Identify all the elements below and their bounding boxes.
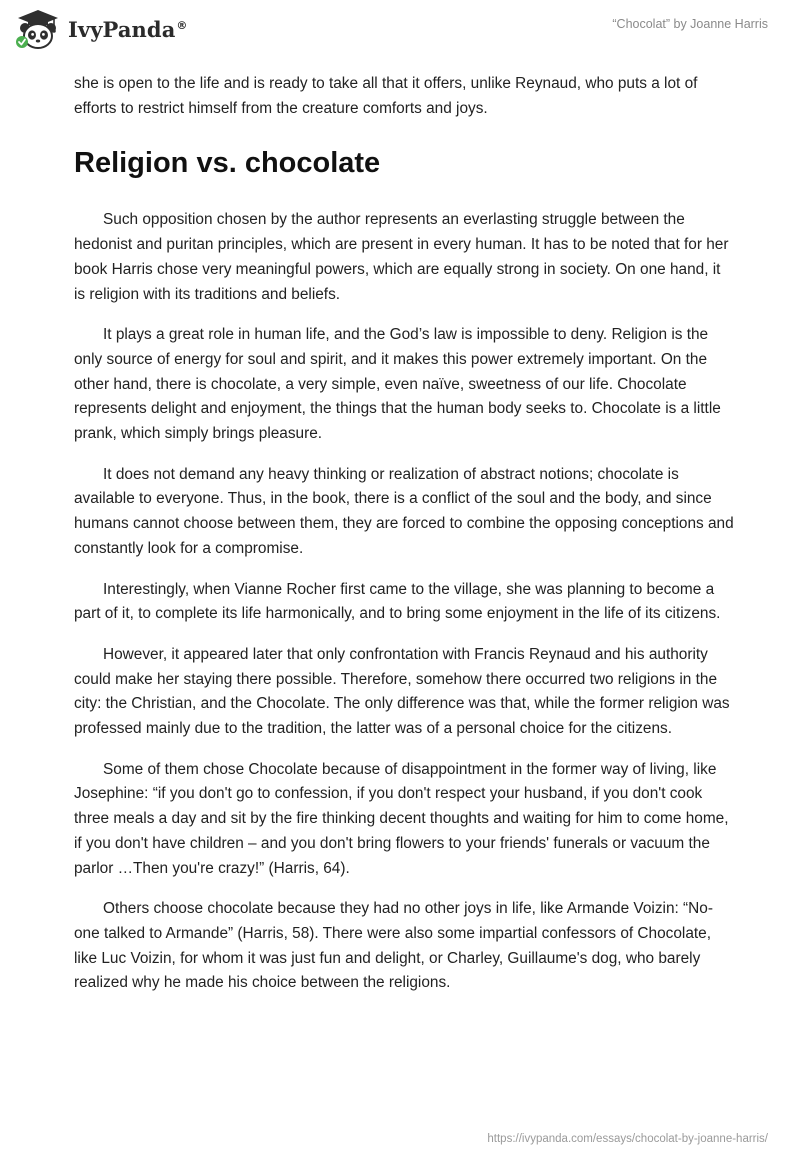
- lead-paragraph: she is open to the life and is ready to take all that it offers, unlike Reynaud, who puts a lot of efforts to restrict himself from the creature comforts and joys.: [74, 75, 698, 117]
- brand-name: IvyPanda®: [68, 16, 188, 42]
- registered-mark: ®: [176, 18, 188, 32]
- document-title: “Chocolat” by Joanne Harris: [612, 17, 768, 31]
- paragraph: It plays a great role in human life, and the God’s law is impossible to deny. Religion is the only source of energy for soul and spirit, and it makes this power extremely important. On the other hand, there is chocolate, a very simple, even naïve, sweetness of our life. Chocolate represents delight and enjoyment, the things that the human body seeks to. Chocolate is a little prank, which simply brings pleasure.: [74, 326, 721, 443]
- paragraph: Such opposition chosen by the author represents an everlasting struggle between the hedonist and puritan principles, which are present in every human. It has to be noted that for her book Harris chose very meaningful powers, which are equally strong in society. On one hand, it is religion with its traditions and beliefs.: [74, 211, 729, 303]
- source-url[interactable]: https://ivypanda.com/essays/chocolat-by-joanne-harris/: [487, 1133, 768, 1145]
- paragraph: Others choose chocolate because they had no other joys in life, like Armande Voizin: “No-one talked to Armande” (Harris, 58). There were also some impartial confessors of Chocolate, like Luc Voizin, for whom it was just fun and delight, or Charley, Guillaume's dog, who barely realized why he made his choice between the religions.: [74, 900, 713, 992]
- paragraph: However, it appeared later that only confrontation with Francis Reynaud and his authority could make her staying there possible. Therefore, somehow there occurred two religions in the city: the Christian, and the Chocolate. The only difference was that, while the former religion was professed mainly due to the tradition, the latter was of a personal choice for the citizens.: [74, 645, 730, 738]
- paragraph: Some of them chose Chocolate because of disappointment in the former way of living, like Josephine: “if you don't go to confession, if you don't respect your husband, if you don't cook three meals a day and sit by the fire thinking decent thoughts and waiting for him to come home, if you don't have children – and you don't bring flowers to your friends' funerals or vacuum the parlor …Then you're crazy!” (Harris, 64).: [74, 760, 729, 877]
- section-heading: Religion vs. chocolate: [74, 147, 381, 180]
- article-body: [74, 72, 734, 1012]
- paragraph: Interestingly, when Vianne Rocher first came to the village, she was planning to become a part of it, to complete its life harmonically, and to bring some enjoyment in the life of its citizens.: [74, 580, 721, 623]
- paragraph: It does not demand any heavy thinking or realization of abstract notions; chocolate is available to everyone. Thus, in the book, there is a conflict of the soul and the body, and since humans cannot choose between them, they are forced to combine the opposing conceptions and constantly look for a compromise.: [74, 465, 734, 557]
- page-header: [0, 0, 800, 64]
- brand-logo[interactable]: [14, 8, 188, 50]
- panda-graduate-icon: [14, 8, 62, 50]
